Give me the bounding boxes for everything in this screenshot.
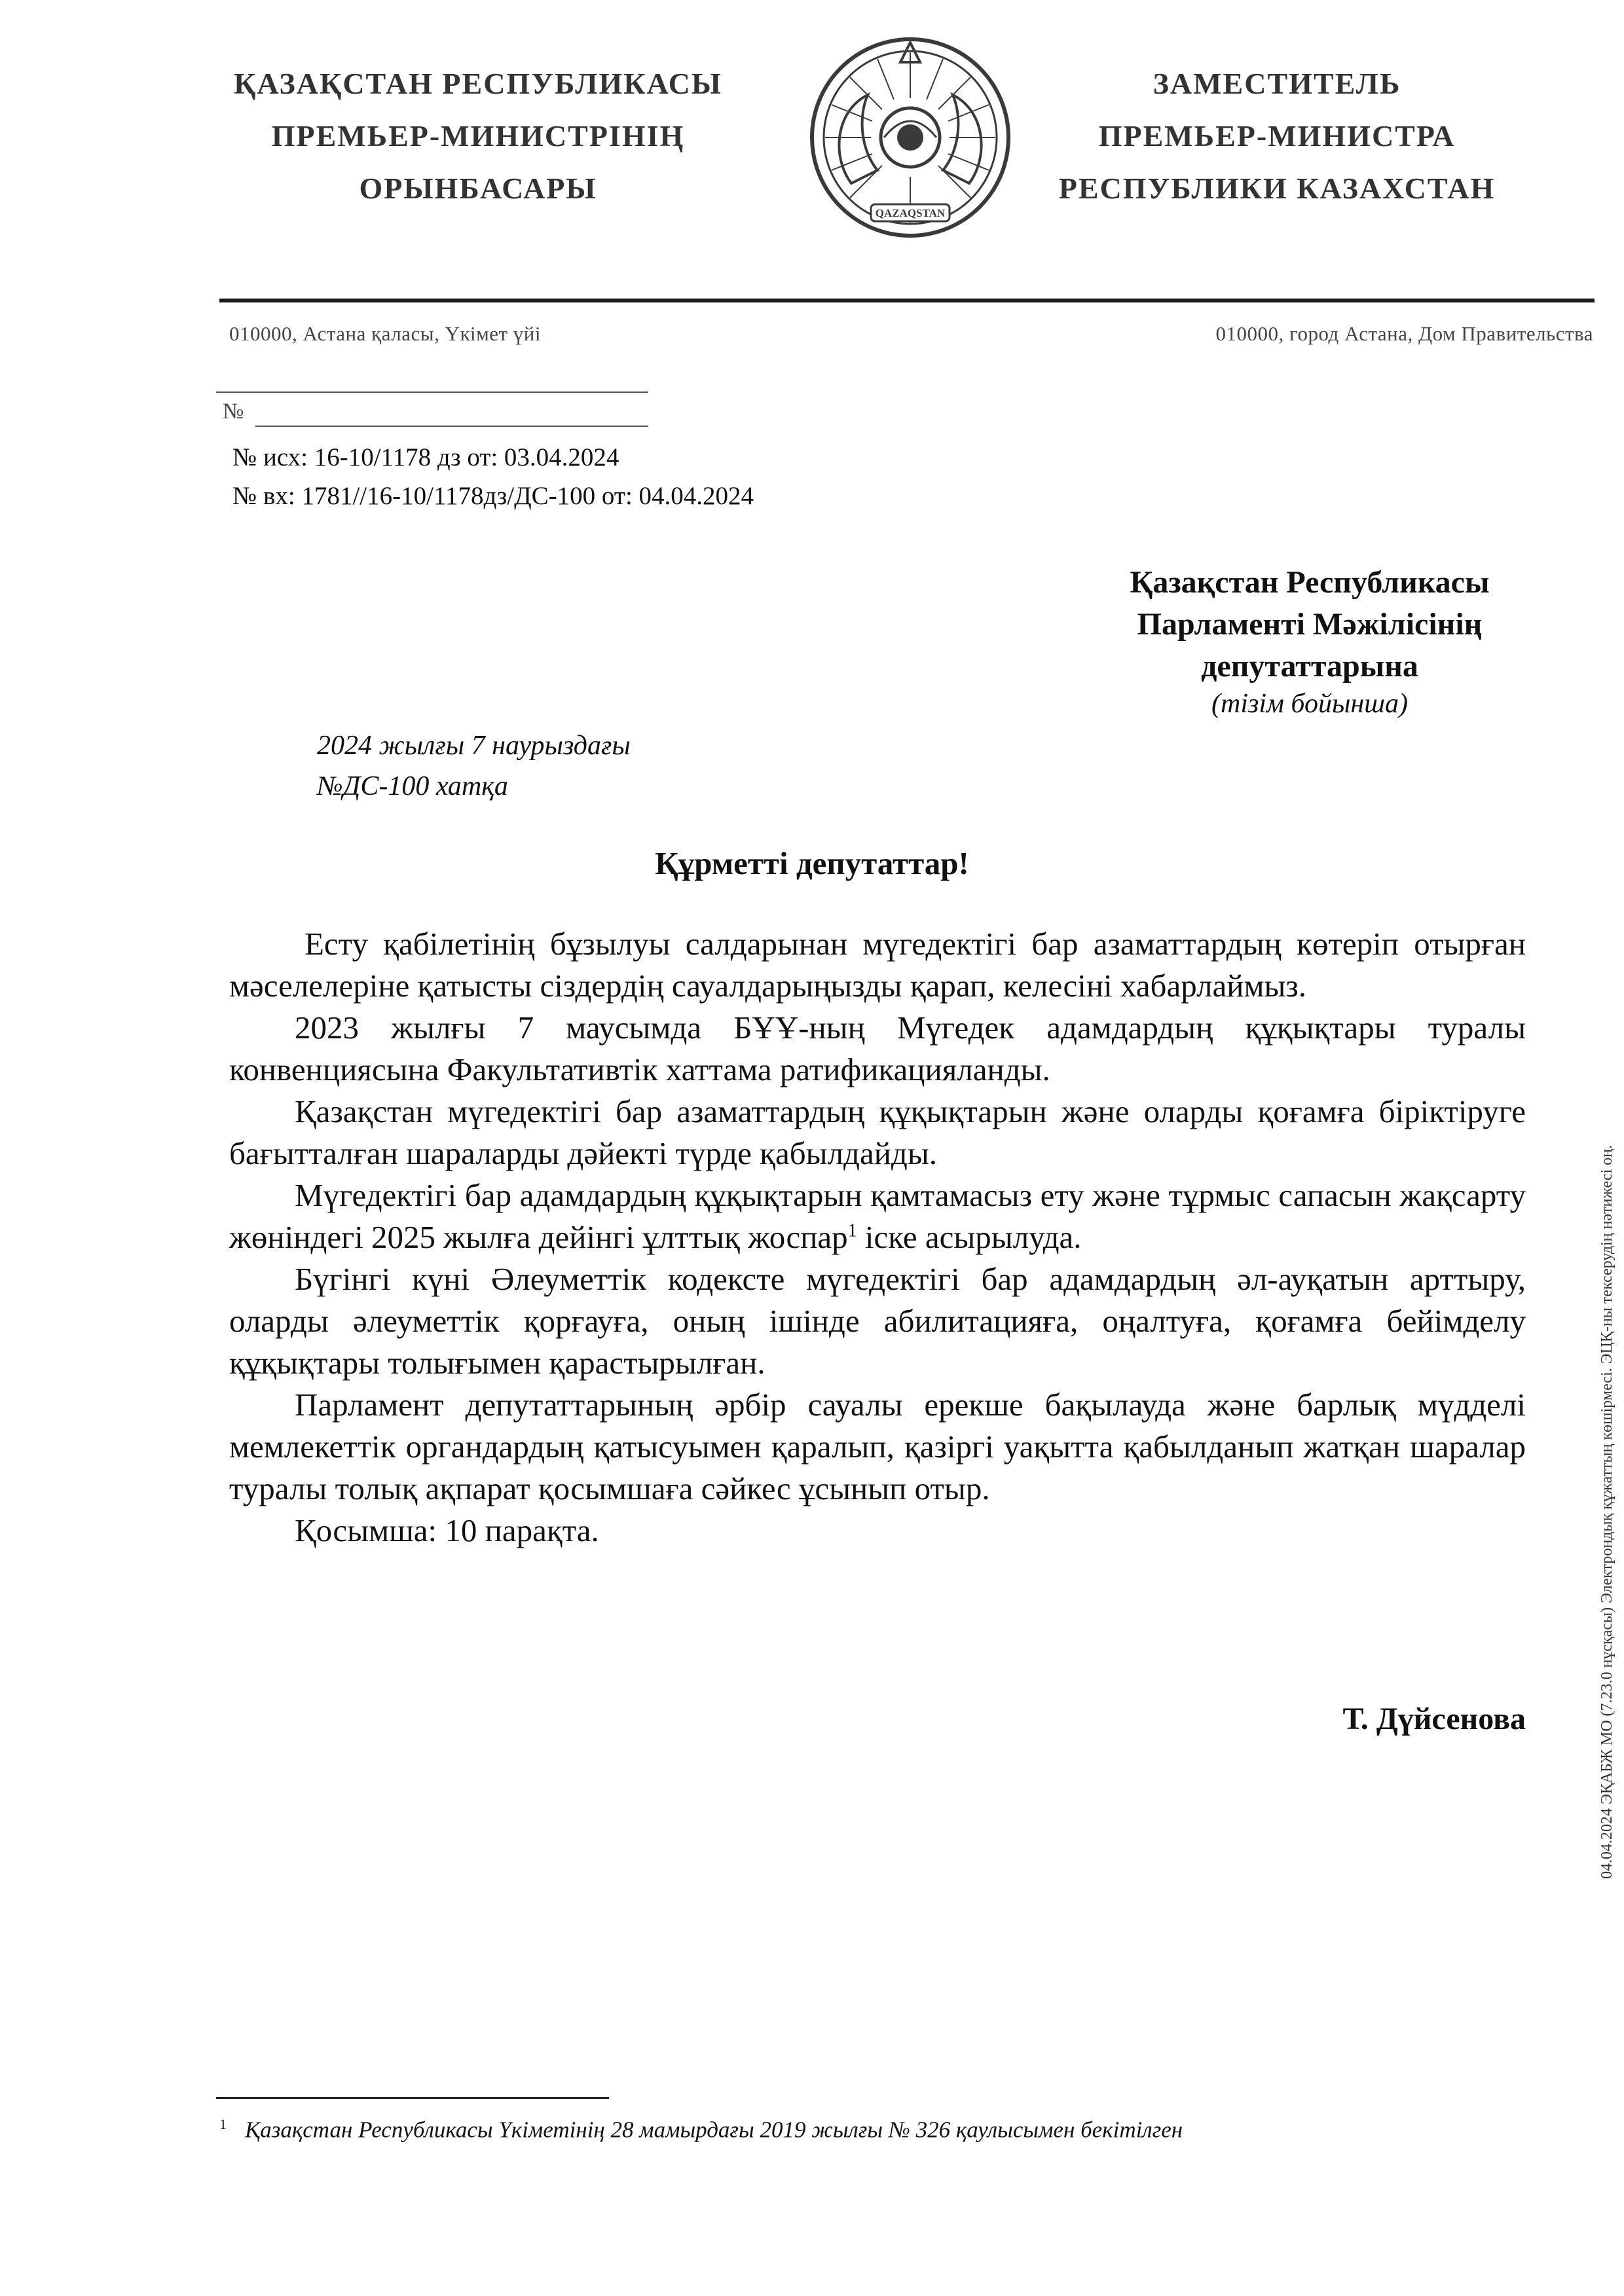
body-paragraph: Парламент депутаттарының әрбір сауалы ерекше бақылауда және барлық мүдделі мемлекеттік органдардың қатысуымен қаралып, қазіргі уақытта қабылданып жатқан шаралар туралы толық ақпарат қосымшаға сәйкес ұсынып отыр. bbox=[229, 1387, 1526, 1506]
signature: Т. Дүйсенова bbox=[1342, 1702, 1526, 1736]
addressee-note: (тізім бойынша) bbox=[1211, 689, 1408, 719]
outgoing-number: № исх: 16-10/1178 дз от: 03.04.2024 bbox=[232, 443, 619, 471]
footnote-divider bbox=[216, 2097, 609, 2099]
letterhead-divider bbox=[219, 299, 1595, 302]
emblem-text: QAZAQSTAN bbox=[875, 207, 946, 219]
number-underline bbox=[255, 426, 648, 427]
letterhead-right-line: ЗАМЕСТИТЕЛЬ bbox=[1153, 67, 1401, 100]
addressee-block bbox=[1015, 562, 1604, 720]
letterhead-left-line: ОРЫНБАСАРЫ bbox=[359, 172, 597, 205]
letter-body bbox=[229, 923, 1526, 1552]
electronic-copy-stamp: 04.04.2024 ЭҚАБЖ МО (7.23.0 нұсқасы) Электрондық құжаттың көшірмесі. ЭЦҚ-ны тексерудің нәтижесі оң. bbox=[1598, 1144, 1615, 1879]
body-paragraph: 2023 жылғы 7 маусымда БҰҰ-ның Мүгедек адамдардың құқықтары туралы конвенциясына Факультативтік хаттама ратификацияланды. bbox=[229, 1010, 1526, 1087]
date-underline bbox=[216, 392, 648, 393]
attachment-note: Қосымша: 10 парақта. bbox=[295, 1512, 599, 1548]
number-label: № bbox=[223, 399, 244, 424]
address-russian: 010000, город Астана, Дом Правительства bbox=[1215, 322, 1593, 345]
addressee-line: депутаттарына bbox=[1201, 649, 1418, 683]
greeting: Құрметті депутаттар! bbox=[655, 845, 969, 881]
reference-number: №ДС-100 хатқа bbox=[317, 771, 508, 801]
body-text-fragment: іске асырылуда. bbox=[857, 1219, 1082, 1255]
letterhead-kazakh bbox=[183, 58, 773, 215]
reference-block bbox=[317, 725, 631, 807]
body-paragraph bbox=[229, 1175, 1526, 1258]
address-kazakh: 010000, Астана қаласы, Үкімет үйі bbox=[229, 322, 542, 345]
reference-date: 2024 жылғы 7 наурыздағы bbox=[317, 731, 631, 761]
body-paragraph: Қазақстан мүгедектігі бар азаматтардың құқықтарын және оларды қоғамға біріктіруге бағытталған шараларды дәйекті түрде қабылдайды. bbox=[229, 1093, 1526, 1171]
body-text-fragment: Мүгедектігі бар адамдардың құқықтарын қамтамасыз ету және тұрмыс сапасын жақсарту жөніндегі 2025 жылға дейінгі ұлттық жоспар bbox=[229, 1177, 1526, 1255]
addressee-line: Қазақстан Республикасы bbox=[1130, 565, 1490, 600]
letterhead-left-line: ПРЕМЬЕР-МИНИСТРІНІҢ bbox=[271, 119, 685, 153]
footnote-text: Қазақстан Республикасы Үкіметінің 28 мамырдағы 2019 жылғы № 326 қаулысымен бекітілген bbox=[245, 2117, 1183, 2143]
letterhead-right-line: ПРЕМЬЕР-МИНИСТРА bbox=[1098, 119, 1456, 153]
letterhead-left-line: ҚАЗАҚСТАН РЕСПУБЛИКАСЫ bbox=[234, 67, 722, 100]
body-paragraph: Бүгінгі күні Әлеуметтік кодексте мүгедектігі бар адамдардың әл-ауқатын арттыру, оларды әлеуметтік қорғауға, оның ішінде абилитацияға, оңалтуға, қоғамға бейімделу құқықтары толығымен қарастырылған. bbox=[229, 1261, 1526, 1381]
footnote bbox=[219, 2116, 1183, 2143]
footnote-reference: 1 bbox=[847, 1220, 857, 1241]
body-paragraph: Есту қабілетінің бұзылуы салдарынан мүгедектігі бар азаматтардың көтеріп отырған мәселелеріне қатысты сіздердің сауалдарыңызды қарап, келесіні хабарлаймыз. bbox=[229, 926, 1526, 1004]
letterhead-right-line: РЕСПУБЛИКИ КАЗАХСТАН bbox=[1058, 172, 1496, 205]
footnote-number: 1 bbox=[219, 2116, 227, 2132]
incoming-number: № вх: 1781//16-10/1178дз/ДС-100 от: 04.04.2024 bbox=[232, 482, 754, 510]
addressee-line: Парламенті Мәжілісінің bbox=[1137, 607, 1483, 642]
letterhead-russian bbox=[982, 58, 1572, 215]
